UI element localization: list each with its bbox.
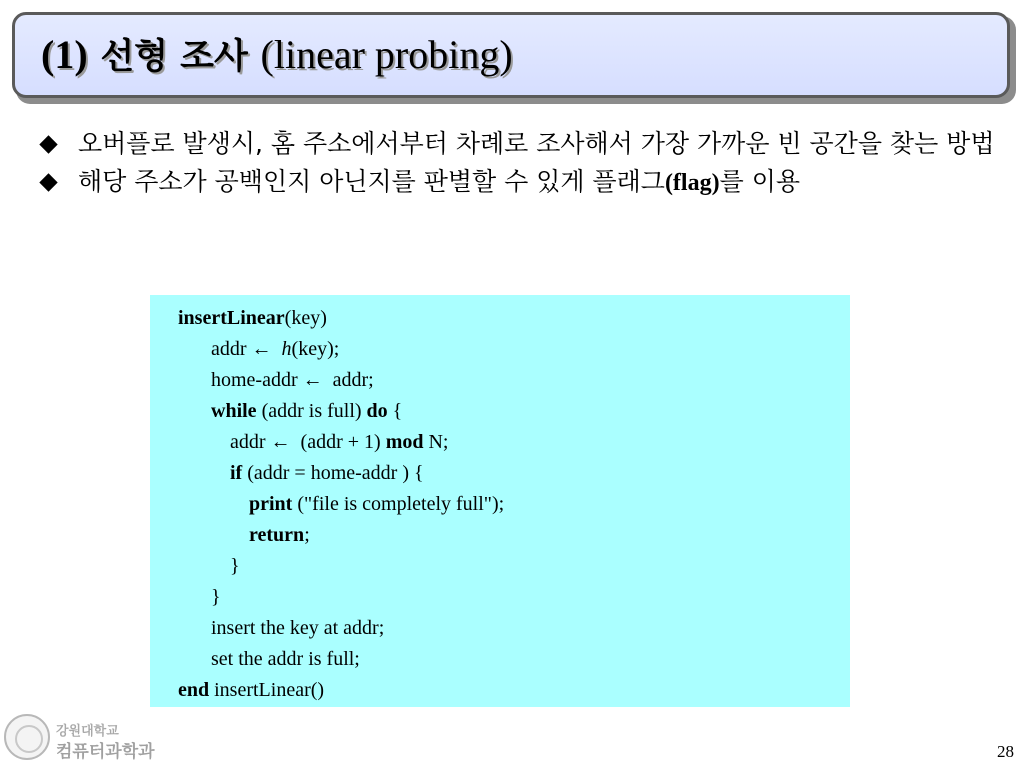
code-text: (addr is full) — [256, 400, 367, 422]
bullet-text: 해당 주소가 공백인지 아닌지를 판별할 수 있게 플래그 — [78, 167, 665, 196]
bullet-flag-term: (flag) — [664, 170, 720, 196]
title-english: (linear probing) — [260, 32, 513, 77]
code-text: ("file is completely full"); — [292, 493, 505, 515]
code-text: addr ← (addr + 1) — [230, 431, 386, 453]
code-text: (key) — [284, 307, 327, 329]
code-keyword: while — [211, 400, 257, 422]
code-function: h — [281, 338, 292, 360]
code-line — [230, 430, 448, 454]
code-line — [178, 678, 324, 702]
diamond-bullet-icon — [39, 135, 57, 153]
code-text: insertLinear() — [209, 679, 325, 701]
code-text: (key); — [291, 338, 340, 360]
bullet-item — [34, 128, 1004, 160]
bullet-text: 오버플로 발생시, 홈 주소에서부터 차례로 조사해서 가장 가까운 빈 공간을 찾는 방법 — [78, 129, 995, 158]
bullet-text-suffix: 를 이용 — [719, 167, 800, 196]
title-korean: 선형 조사 — [100, 37, 248, 77]
code-text: N; — [423, 431, 449, 453]
code-line — [211, 337, 339, 361]
logo-university-name: 강원대학교 — [56, 724, 119, 739]
code-keyword: return — [249, 524, 305, 546]
university-logo — [4, 714, 154, 762]
code-keyword: end — [178, 679, 210, 701]
code-line — [230, 461, 424, 485]
bullet-item — [34, 166, 1004, 199]
code-line — [249, 492, 504, 516]
code-text: { — [387, 400, 403, 422]
diamond-bullet-icon — [39, 173, 57, 191]
code-line — [178, 306, 327, 330]
code-keyword: print — [249, 493, 293, 515]
slide-title — [41, 29, 513, 83]
title-number: (1) — [41, 32, 88, 77]
title-bar — [12, 12, 1010, 98]
code-keyword: do — [366, 400, 388, 422]
code-text: ; — [304, 524, 310, 546]
code-line — [249, 523, 310, 547]
code-text: (addr = home-addr ) { — [242, 462, 424, 484]
bullet-list — [34, 128, 1004, 205]
code-line: set the addr is full; — [211, 648, 360, 670]
university-seal-icon — [4, 714, 50, 760]
code-line: insert the key at addr; — [211, 617, 385, 639]
code-line: home-addr ← addr; — [211, 369, 374, 391]
code-line: } — [211, 586, 221, 608]
code-line — [211, 399, 402, 423]
code-keyword: if — [230, 462, 243, 484]
code-keyword: insertLinear — [178, 307, 285, 329]
code-keyword: mod — [385, 431, 424, 453]
page-number: 28 — [997, 742, 1014, 761]
pseudocode-box — [150, 295, 850, 707]
logo-department-name: 컴퓨터과학과 — [56, 742, 155, 762]
code-line: } — [230, 555, 240, 577]
code-text: addr ← — [211, 338, 282, 360]
